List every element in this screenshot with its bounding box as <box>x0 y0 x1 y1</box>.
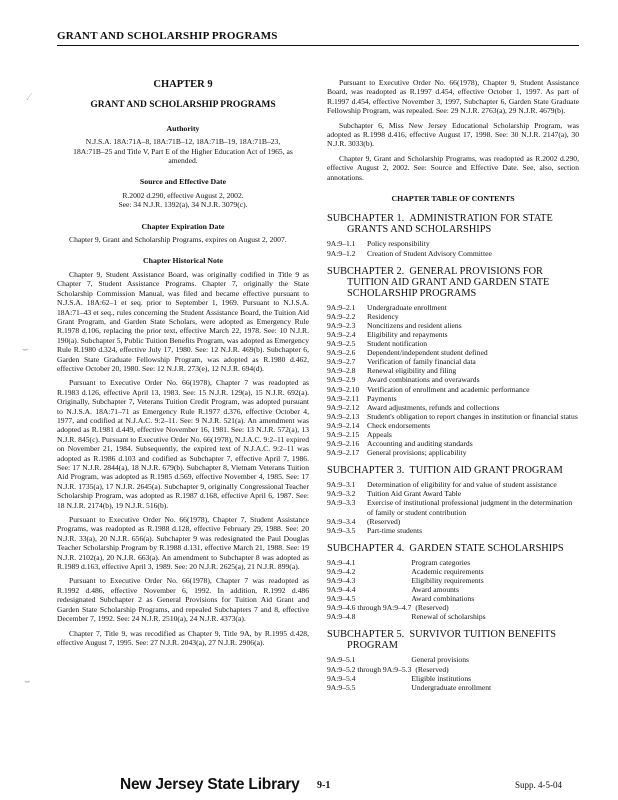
section-title: Accounting and auditing standards <box>367 439 473 449</box>
section-title: Award amounts <box>411 585 459 595</box>
section-number: 9A:9–4.8 <box>327 612 356 622</box>
section-title: Award combinations <box>411 594 475 604</box>
history-heading: Chapter Historical Note <box>143 256 223 266</box>
section-title: Award combinations and overawards <box>367 375 480 385</box>
toc-entry <box>327 303 579 312</box>
running-head: GRANT AND SCHOLARSHIP PROGRAMS <box>57 30 278 42</box>
section-number: 9A:9–4.6 through 9A:9–4.7 <box>327 603 412 613</box>
toc-entry <box>327 480 579 489</box>
history-paragraph: Chapter 9, Student Assistance Board, was originally codified in Title 9 as Chapter 7, Student Assistance Programs. Chapter 7, originally the State Scholarship Commission Manual, was filed and became effective pursuant to N.J.S.A. 18A:62–1 et seq. prior to September 1, 1969. Pursuant to N.J.S.A. 18A:71–43 et seq., rules concerning the Student Assistance Board, the Tuition Aid Grant Program, and Garden State Scholars, were adopted as Emergency Rule R.1978 d.106, replacing the prior text, effective March 22, 1978. See: 10 N.J.R. 190(a). Subchapter 5, Public Tuition Benefits Program, was adopted as Emergency Rule R.1980 d.324, effective July 17, 1980. See: 12 N.J.R. 469(b). Subchapter 6, Garden State Graduate Fellowship Program, was adopted as R.1980 d.462, effective October 20, 1980. See: 12 N.J.R. 273(e), 12 N.J.R. 694(d). <box>57 269 309 373</box>
section-title: Creation of Student Advisory Committee <box>367 248 492 258</box>
section-number: 9A:9–1.1 <box>327 239 356 249</box>
library-stamp: New Jersey State Library <box>120 776 300 793</box>
history-paragraph: Pursuant to Executive Order No. 66(1978), Chapter 7 was readopted as R.1983 d.126, effective April 13, 1983. See: 15 N.J.R. 129(a), 15 N.J.R. 692(a). Originally, Subchapter 7, Veterans Tuition Credit Program, was adopted pursuant to N.J.S.A. 18A:71–71 as Emergency Rule R.1977 d.376, effective October 4, 1977, and codified at N.J.A.C. 9:2–11. See: 9 N.J.R. 521(a). An amendment was adopted as R.1981 d.449, effective November 16, 1981. See: 13 N.J.R. 572(a), 13 N.J.R. 845(c). Pursuant to Executive Order No. 66(1978), N.J.A.C. 9:2–11 expired on November 21, 1984. Subsequently, the expired text of N.J.A.C. 9:2–11 was adopted as R.1986 d.103 and codified as Subchapter 7, effective April 7, 1986. See: 17 N.J.R. 2844(a), 18 N.J.R. 679(b). Subchapter 8, Vietnam Veterans Tuition Aid Program, was adopted as R.1985 d.569, effective November 4, 1985. See: 17 N.J.R. 1735(a), 17 N.J.R. 2645(a). Subchapter 9, originally Congressional Teacher Scholarship Program, was adopted as R.1987 d.168, effective April 6, 1987. See: 18 N.J.R. 2174(b), 19 N.J.R. 516(b). <box>57 378 309 510</box>
history-paragraph: Chapter 9, Grant and Scholarship Programs, was readopted as R.2002 d.290, effective August 2, 2002. See: Source and Effective Date. See, also, section annotations. <box>327 153 579 182</box>
history-paragraph: Subchapter 6, Miss New Jersey Educational Scholarship Program, was adopted as R.1998 d.416, effective August 17, 1998. See: 30 N.J.R. 2147(a), 30 N.J.R. 3033(b). <box>327 120 579 149</box>
section-title: Student's obligation to report changes in institution or financial status <box>367 411 578 421</box>
section-title: Policy responsibility <box>367 239 430 249</box>
toc-entry <box>327 366 579 375</box>
section-number: 9A:9–2.8 <box>327 366 356 376</box>
expiration-text: Chapter 9, Grant and Scholarship Programs, expires on August 2, 2007. <box>69 235 287 245</box>
toc-entry <box>327 489 579 498</box>
source-line: R.2002 d.290, effective August 2, 2002. <box>122 190 244 200</box>
section-number: 9A:9–3.5 <box>327 525 356 535</box>
toc-entry <box>327 655 579 664</box>
section-title: Appeals <box>367 429 392 439</box>
section-number: 9A:9–2.13 <box>327 411 360 421</box>
right-column <box>327 78 579 692</box>
toc-entry <box>327 239 579 248</box>
toc-entry <box>327 375 579 384</box>
section-title: Academic requirements <box>411 566 484 576</box>
subchapter-number: SUBCHAPTER 3. <box>327 465 405 477</box>
subchapter-heading <box>327 629 579 651</box>
subchapter-heading <box>327 213 579 235</box>
section-title: Renewal eligibility and filing <box>367 366 457 376</box>
section-number: 9A:9–4.5 <box>327 594 356 604</box>
toc-entry <box>327 665 579 674</box>
authority-text: N.J.S.A. 18A:71A–8, 18A:71B–12, 18A:71B–19, 18A:71B–23, 18A:71B–25 and Title V, Part E of the Higher Education Act of 1965, as amended. <box>73 137 293 166</box>
section-number: 9A:9–2.2 <box>327 311 356 321</box>
section-title: Exercise of institutional professional judgment in the determination of family or student contribution <box>367 498 573 517</box>
section-number: 9A:9–1.2 <box>327 248 356 258</box>
toc-entry <box>327 517 579 526</box>
section-number: 9A:9–2.14 <box>327 420 360 430</box>
section-number: 9A:9–5.2 through 9A:9–5.3 <box>327 664 412 674</box>
toc-entry <box>327 439 579 448</box>
section-number: 9A:9–2.7 <box>327 357 356 367</box>
subchapter-title: GARDEN STATE SCHOLARSHIPS <box>409 542 564 554</box>
section-number: 9A:9–4.1 <box>327 557 356 567</box>
section-number: 9A:9–5.5 <box>327 682 356 692</box>
section-title: Check endorsements <box>367 420 431 430</box>
toc-title: CHAPTER TABLE OF CONTENTS <box>391 194 515 204</box>
section-title: Determination of eligibility for and value of student assistance <box>367 480 557 490</box>
section-title: Renewal of scholarships <box>411 612 486 622</box>
subchapter-number: SUBCHAPTER 2. <box>327 265 405 277</box>
section-title: Residency <box>367 311 399 321</box>
section-title: Undergraduate enrollment <box>411 682 492 692</box>
margin-mark: ⌣ <box>24 676 31 687</box>
toc-entry <box>327 558 579 567</box>
toc-entry <box>327 321 579 330</box>
section-number: 9A:9–2.17 <box>327 448 360 458</box>
toc-entry <box>327 249 579 258</box>
section-title: Undergraduate enrollment <box>367 302 447 312</box>
section-number: 9A:9–2.5 <box>327 339 356 349</box>
left-column <box>57 76 309 652</box>
section-number: 9A:9–2.12 <box>327 402 360 412</box>
section-title: Verification of enrollment and academic performance <box>367 384 530 394</box>
section-title: (Reserved) <box>367 516 401 526</box>
section-number: 9A:9–2.9 <box>327 375 356 385</box>
subchapter-number: SUBCHAPTER 5. <box>327 629 405 641</box>
section-title: Eligibility requirements <box>411 576 484 585</box>
subchapter-title: TUITION AID GRANT PROGRAM <box>409 465 563 477</box>
subchapter-heading <box>327 465 579 476</box>
section-number: 9A:9–2.15 <box>327 429 360 439</box>
section-number: 9A:9–3.4 <box>327 516 356 526</box>
toc-entry <box>327 567 579 576</box>
section-title: Eligibility and repayments <box>367 329 448 339</box>
toc-entry <box>327 594 579 603</box>
subchapter-title: SURVIVOR TUITION BENEFITS PROGRAM <box>347 629 556 652</box>
toc-entry <box>327 312 579 321</box>
section-title: Part-time students <box>367 525 423 535</box>
section-number: 9A:9–3.1 <box>327 480 356 490</box>
section-title: Noncitizens and resident aliens <box>367 320 462 330</box>
subchapter-title: ADMINISTRATION FOR STATE GRANTS AND SCHOLARSHIPS <box>347 213 553 236</box>
chapter-title: GRANT AND SCHOLARSHIP PROGRAMS <box>90 100 276 111</box>
section-title: Verification of family financial data <box>367 357 476 367</box>
subchapter-number: SUBCHAPTER 4. <box>327 542 405 554</box>
section-title: General provisions <box>411 655 469 665</box>
section-title: Tuition Aid Grant Award Table <box>367 489 462 499</box>
toc-entry <box>327 385 579 394</box>
toc-entry <box>327 357 579 366</box>
section-number: 9A:9–2.10 <box>327 384 360 394</box>
section-number: 9A:9–2.3 <box>327 320 356 330</box>
section-title: Dependent/independent student defined <box>367 348 488 358</box>
section-title: Eligible institutions <box>411 673 472 683</box>
margin-mark: ⌣ <box>22 344 29 355</box>
chapter-label: CHAPTER 9 <box>153 79 213 90</box>
toc-entry <box>327 498 579 516</box>
section-number: 9A:9–5.4 <box>327 673 356 683</box>
header-rule <box>57 45 579 46</box>
authority-heading: Authority <box>166 123 200 133</box>
section-number: 9A:9–4.4 <box>327 585 356 595</box>
subchapter-heading <box>327 543 579 554</box>
toc-entry <box>327 339 579 348</box>
expiration-heading: Chapter Expiration Date <box>141 221 225 231</box>
toc-entry <box>327 585 579 594</box>
toc-entry <box>327 603 579 612</box>
page-number: 9-1 <box>317 780 331 791</box>
margin-mark: .⁄ <box>26 92 31 103</box>
subchapter-title: GENERAL PROVISIONS FOR TUITION AID GRANT AND GARDEN STATE SCHOLARSHIP PROGRAMS <box>347 265 550 299</box>
section-number: 9A:9–3.3 <box>327 498 356 508</box>
section-number: 9A:9–2.11 <box>327 393 359 403</box>
toc-entry <box>327 612 579 621</box>
section-number: 9A:9–4.2 <box>327 566 356 576</box>
section-title: Student notification <box>367 339 428 349</box>
section-number: 9A:9–4.3 <box>327 576 356 585</box>
section-title: Program categories <box>411 557 471 567</box>
history-paragraph: Pursuant to Executive Order No. 66(1978), Chapter 7, Student Assistance Programs, was readopted as R.1988 d.128, effective February 29, 1988. See: 20 N.J.R. 33(a), 20 N.J.R. 656(a). Subchapter 9 was redesignated the Paul Douglas Teacher Scholarship Program by R.1988 d.131, effective March 21, 1988. See: 19 N.J.R. 2102(a), 20 N.J.R. 663(a). An amendment to Subchapter 8 was adopted as R.1989 d.163, effective April 3, 1989. See: 20 N.J.R. 2625(a), 21 N.J.R. 899(a). <box>57 515 309 572</box>
section-title: Payments <box>367 393 397 403</box>
toc-entry <box>327 412 579 421</box>
toc-entry <box>327 448 579 457</box>
section-number: 9A:9–2.1 <box>327 302 356 312</box>
supplement-date: Supp. 4-5-04 <box>515 780 562 790</box>
section-title: Award adjustments, refunds and collections <box>367 402 500 412</box>
toc-entry <box>327 403 579 412</box>
history-paragraph: Pursuant to Executive Order No. 66(1978), Chapter 7 was readopted as R.1992 d.486, effective November 6, 1992. In addition, R.1992 d.486 redesignated Subchapter 2 as General Provisions for Tuition Aid Grant and Garden State Scholarship Programs, and repealed Subchapters 7 and 8, effective December 7, 1992. See: 24 N.J.R. 2510(a), 24 N.J.R. 4373(a). <box>57 576 309 624</box>
section-number: 9A:9–3.2 <box>327 489 356 499</box>
toc-entry <box>327 348 579 357</box>
history-paragraph: Chapter 7, Title 9, was recodified as Chapter 9, Title 9A, by R.1995 d.428, effective August 7, 1995. See: 27 N.J.R. 2043(a), 27 N.J.R. 2906(a). <box>57 628 309 647</box>
table-of-contents <box>327 213 579 691</box>
subchapter-number: SUBCHAPTER 1. <box>327 213 405 225</box>
section-title: General provisions; applicability <box>367 448 467 458</box>
section-title: (Reserved) <box>415 603 449 613</box>
toc-entry <box>327 683 579 692</box>
subchapter-heading <box>327 266 579 299</box>
section-number: 9A:9–2.6 <box>327 348 356 358</box>
toc-entry <box>327 430 579 439</box>
toc-entry <box>327 394 579 403</box>
toc-entry <box>327 421 579 430</box>
toc-entry <box>327 526 579 535</box>
section-number: 9A:9–2.4 <box>327 329 356 339</box>
toc-entry <box>327 674 579 683</box>
toc-entry <box>327 576 579 585</box>
source-line: See: 34 N.J.R. 1392(a), 34 N.J.R. 3079(c). <box>118 200 248 210</box>
toc-entry <box>327 330 579 339</box>
source-heading: Source and Effective Date <box>139 177 227 187</box>
section-number: 9A:9–2.16 <box>327 439 360 449</box>
section-number: 9A:9–5.1 <box>327 655 356 665</box>
history-paragraph: Pursuant to Executive Order No. 66(1978), Chapter 9, Student Assistance Board, was readopted as R.1997 d.454, effective October 1, 1997. As part of R.1997 d.454, effective November 3, 1997, Subchapter 6, Garden State Graduate Fellowship Program, was repealed. See: 29 N.J.R. 2763(a), 29 N.J.R. 4679(b). <box>327 78 579 116</box>
section-title: (Reserved) <box>415 664 449 674</box>
